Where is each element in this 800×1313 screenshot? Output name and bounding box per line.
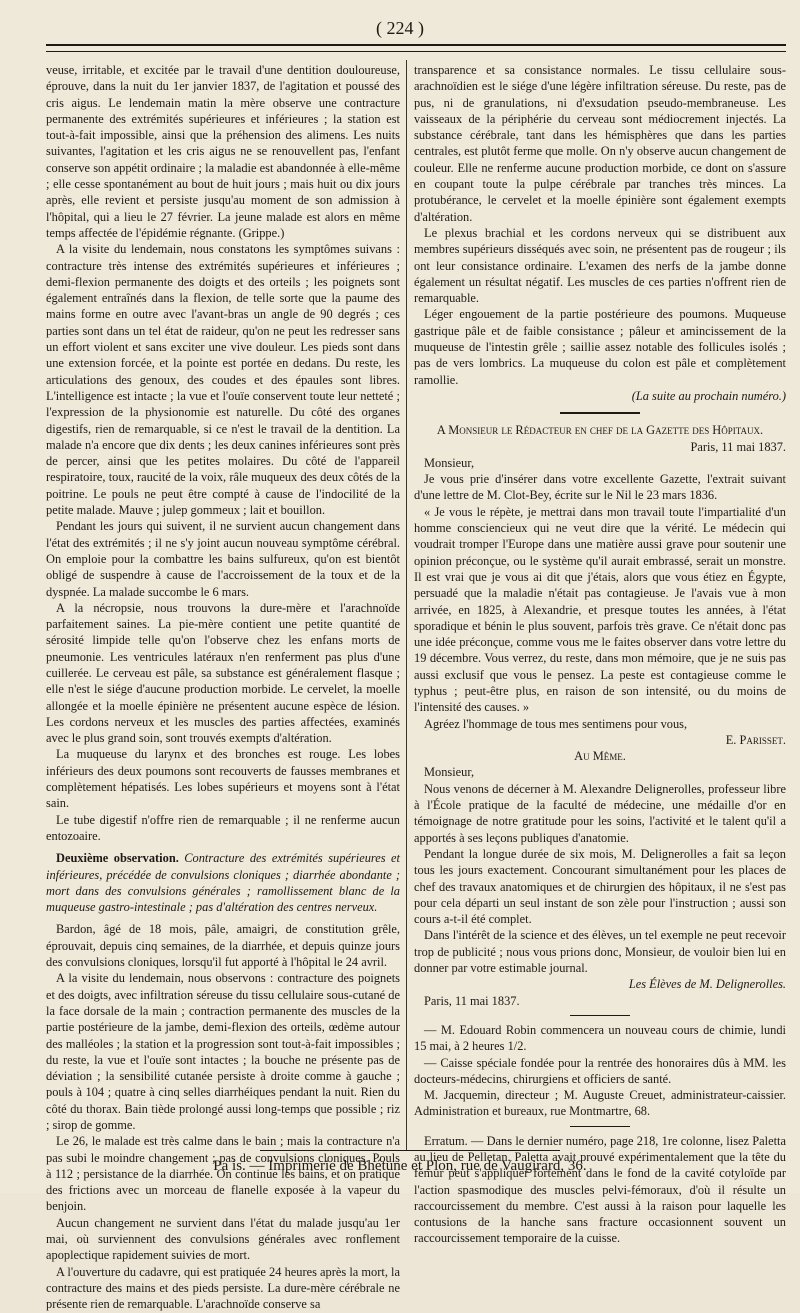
- left-paragraph: A la visite du lendemain, nous constatons les symptômes suivans : contracture très intense des extrémités supérieures et inférieures ; demi-flexion permanente des doigts et des orteils ; les poignets sont également entraînés dans la flexion, de telle sorte que la paume des mains forme en outre avec l'avant-bras un angle de 90 degrés ; ces parties sont dans un tel état de raideur, qu'on ne peut les redresser sans un effort violent et sans exciter une vive douleur. Les pieds sont dans une extension forcée, et la pointe est portée en dedans. Du reste, les articulations des genoux, des coudes et des épaules sont libres. L'intelligence est intacte ; la vue et l'ouïe conservent toute leur netteté ; l'expression de la physionomie est naturelle. Du côté des organes digestifs, rien de remarquable, si ce n'est le travail de la dentition. La malade n'a encore que dix dents ; les deux canines inférieures sont près de percer, ainsi que les petites molaires. Du côté de l'appareil respiratoire, toux, raucité de la voix, râle muqueux des deux côtés de la poitrine. Le pouls ne peut être compté à cause de l'indocilité de la petite malade. Mauve ; julep gommeux ; lait et bouillon.: [46, 242, 400, 518]
- letter-date: Paris, 11 mai 1837.: [690, 439, 786, 454]
- right-paragraph: Le plexus brachial et les cordons nerveux qui se distribuent aux membres supérieurs disséqués avec soin, ne présentent pas de rougeur ; ils ont leur consistance ordinaire. L'examen des nerfs de la jambe donne également un résultat négatif. Les muscles de ces parties n'offrent rien de remarquable.: [414, 225, 786, 306]
- meme-paragraph: Dans l'intérêt de la science et des élèves, un tel exemple ne peut recevoir trop de publicité ; nous vous prions donc, Monsieur, de vouloir bien lui en donner par votre estimable journal.: [414, 928, 786, 976]
- meme-date: Paris, 11 mai 1837.: [424, 993, 520, 1008]
- observation-subtitle: Contracture des extrémités supérieures et inférieures, précédée de convulsions cloniques ; diarrhée abondante ; mort dans des convulsions générales ; ramollissement blanc de la muqueuse gastro-intestinale ; pas d'altération des centres nerveux.: [46, 851, 400, 915]
- left-paragraph: Le tube digestif n'offre rien de remarquable ; il ne renferme aucun entozoaire.: [46, 812, 400, 843]
- left-paragraph: Le 26, le malade est très calme dans le bain ; mais la contracture n'a pas subi le moindre changement ; pas de convulsions cloniques. Pouls à 112 ; persistance de la diarrhée. On continue les bains, et on pratique des frictions avec un morceau de flanelle exposée à la vapeur du benjoin.: [46, 1134, 400, 1214]
- imprint-footer: Pa is. — Imprimerie de Bhétune et Plon, rue de Vaugirard, 36.: [213, 1158, 587, 1174]
- top-rule: [46, 44, 786, 52]
- left-paragraph: A la nécropsie, nous trouvons la dure-mère et l'arachnoïde parfaitement saines. La pie-mère contient une petite quantité de sérosité limpide telle qu'on l'observe chez les enfans morts de pneumonie. Les ventricules latéraux n'en renferment pas plus d'une cuillerée. Le cerveau est pâle, sa substance est généralement flasque ; elle n'est le siége d'aucune production morbide. Le cervelet, la moelle allongée et la moelle épinière ne présentent aucune espèce de lésion. Les cordons nerveux et les muscles des parties affectées, examinés avec le plus grand soin, sont trouvés exempts d'altération.: [46, 600, 400, 746]
- bottom-rule: [260, 1150, 560, 1151]
- erratum: Erratum. — Dans le dernier numéro, page 218, 1re colonne, lisez Paletta au lieu de Pelletan. Paletta avait prouvé expérimentalement que la tête du fémur peut s'appliquer fortement dans le fond de la cavité cotyloïde par l'action spasmodique des muscles pelvi-fémoraux, d'où il résulte un raccourcissement du membre. C'est aussi à la raison pour laquelle les contusions de la hanche sans fracture occasionnent souvent un raccourcissement temporaire de la cuisse.: [414, 1133, 786, 1246]
- letter-paragraph: Je vous prie d'insérer dans votre excellente Gazette, l'extrait suivant d'une lettre de M. Clot-Bey, écrite sur le Nil le 23 mars 1836.: [414, 472, 786, 503]
- letter-header: A Monsieur le Rédacteur en chef de la Gazette des Hôpitaux.: [436, 423, 764, 438]
- left-paragraph: La muqueuse du larynx et des bronches est rouge. Les lobes inférieurs des deux poumons sont recouverts de fausses membranes et complètement hépatisés. Les lobes supérieurs et moyens sont à l'état sain.: [46, 747, 400, 811]
- right-column: [414, 62, 786, 1246]
- letter-paragraph: « Je vous le répète, je mettrai dans mon travail toute l'impartialité d'un homme consciencieux qui ne veut dire que la vérité. Le médecin qui voudrait tromper l'Europe dans une matière aussi grave pour soutenir une opinion préconçue, ou le système qu'il aurait embrassé, serait un monstre. Il est vrai que je vous ai dit que j'étais, alors que vous étiez en Égypte, persuadé que la maladie n'était pas contagieuse. Je l'avais vue à mon arrivée, en 1825, à Alexandrie, et presque toutes les années, à l'état sporadique et bénin le plus souvent, parfois très grave. Ce n'était donc pas une idée préconçue, comme vous me le faites observer dans votre lettre du 19 décembre. Vous verrez, du reste, dans mon mémoire, que je ne suis pas aussi exclusif que vous le pensez. La peste est contagieuse comme le typhus ; peut-être plus, en raison de son intensité, ou du moins de l'intensité des causes. »: [414, 504, 786, 715]
- left-paragraph: A la visite du lendemain, nous observons : contracture des poignets et des doigts, avec infiltration séreuse du tissu cellulaire sous-cutané de la face dorsale de la main ; contraction permanente des muscles de la partie postérieure de la jambe, demi-flexion des orteils, œdème autour des malléoles ; la station et la progression sont tout-à-fait impossibles ; du reste, la vue et l'ouïe sont intactes ; la bouche ne présente pas de déviation ; la sensibilité cutanée persiste à droite comme à gauche ; pouls à 104 ; quatre à cinq selles diarrhéiques pendant la nuit. Rien du côté du thorax. Bain tiède prolongé aussi long-temps que possible ; riz ; sirop de gomme.: [46, 971, 400, 1132]
- meme-paragraph: Nous venons de décerner à M. Alexandre Delignerolles, professeur libre à l'École pratique de la faculté de médecine, une médaille d'or en témoignage de notre gratitude pour les soins, l'activité et le talent qu'il a apportés à ses leçons publiques d'anatomie.: [414, 781, 786, 845]
- au-meme-heading: Au Même.: [574, 749, 626, 764]
- notice: — Caisse spéciale fondée pour la rentrée des honoraires dûs à MM. les docteurs-médecins, chirurgiens et officiers de santé.: [414, 1055, 786, 1086]
- right-paragraph: transparence et sa consistance normales. Le tissu cellulaire sous-arachnoïdien est le siége d'une légère infiltration séreuse. Du reste, pas de pus, ni de granulations, ni d'exsudation pseudo-membraneuse. Les vaisseaux de la périphérie du cerveau sont médiocrement injectés. La substance cérébrale, tant dans les hémisphères que dans les parties centrales, est plutôt ferme que molle. On n'y observe aucun changement de couleur. Elle ne renferme aucune production morbide, ce dont on s'assure en coupant toute la pulpe cérébrale par tranches très minces. La protubérance, le cervelet et la moelle épinière sont également exempts d'altération.: [414, 63, 786, 224]
- meme-salutation: Monsieur,: [424, 765, 475, 780]
- column-divider: [406, 60, 407, 1150]
- meme-paragraph: Pendant la longue durée de six mois, M. Delignerolles a fait sa leçon tous les jours exactement. Concourant simultanément pour les places de chef des travaux anatomiques et de chirurgien des hôpitaux, il ne s'est pas pour cela départi un seul instant de son zèle pour l'instruction ; aussi son cours a-t-il été complet.: [414, 846, 786, 927]
- section-rule: [570, 1015, 630, 1016]
- notice: M. Jacquemin, directeur ; M. Auguste Creuet, administrateur-caissier. Administration et bureaux, rue Montmartre, 68.: [414, 1088, 786, 1119]
- letter-signature: E. Parisset.: [725, 732, 786, 747]
- section-rule: [570, 1126, 630, 1127]
- left-paragraph: Pendant les jours qui suivent, il ne survient aucun changement dans l'état des extrémités ; il ne s'y joint aucun nouveau symptôme cérébral. On emploie pour la combattre les bains sulfureux, qu'on est bientôt obligé de suspendre à cause de l'accroissement de la toux et de la dyspnée. La malade succombe le 6 mars.: [46, 519, 400, 599]
- suite-note: (La suite au prochain numéro.): [631, 388, 786, 403]
- right-paragraph: Léger engouement de la partie postérieure des poumons. Muqueuse gastrique pâle et de faible consistance ; pâleur et amincissement de la muqueuse de l'intestin grêle ; saillie assez notable des follicules isolés ; pas de vers lombrics. La muqueuse du colon est pâle et complètement ramollie.: [414, 307, 786, 387]
- observation-heading: [46, 850, 400, 915]
- notice: — M. Edouard Robin commencera un nouveau cours de chimie, lundi 15 mai, à 2 heures 1/2.: [414, 1022, 786, 1054]
- page-number: ( 224 ): [376, 18, 424, 38]
- left-paragraph: veuse, irritable, et excitée par le travail d'une dentition douloureuse, éprouve, dans la nuit du 1er janvier 1837, de l'agitation et poussé des cris aigus. Le lendemain matin la mère observe une contracture permanente des extrémités supérieures et inférieures ; la station est tout-à-fait impossible, ainsi que la préhension des alimens. Les nuits suivantes, l'agitation et les cris aigus ne se renouvellent pas, l'enfant conserve son appétit ordinaire ; la maladie est abandonnée à elle-même ; elle cesse spontanément au bout de huit jours ; mais huit ou dix jours après, elle revient et persiste jusqu'au moment de son admission à l'hôpital, qui a lieu le 27 février. La jeune malade est alors en même temps affectée de l'épidémie régnante. (Grippe.): [46, 63, 400, 240]
- left-paragraph: Aucun changement ne survient dans l'état du malade jusqu'au 1er mai, où surviennent des convulsions générales avec ronflement apoplectique rapidement suivies de mort.: [46, 1215, 400, 1263]
- observation-title: Deuxième observation.: [56, 851, 179, 866]
- left-paragraph: Bardon, âgé de 18 mois, pâle, amaigri, de constitution grêle, éprouvait, depuis cinq semaines, de la diarrhée, et depuis quinze jours des convulsions cloniques, lorsqu'il fut apporté à l'hôpital le 24 avril.: [46, 922, 400, 970]
- letter-paragraph: Agréez l'hommage de tous mes sentimens pour vous,: [424, 716, 688, 731]
- left-paragraph: A l'ouverture du cadavre, qui est pratiquée 24 heures après la mort, la contracture des mains et des pieds persiste. La dure-mère cérébrale ne présente rien de remarquable. L'arachnoïde conserve sa: [46, 1264, 400, 1312]
- letter-salutation: Monsieur,: [424, 455, 475, 470]
- section-rule: [560, 412, 640, 414]
- meme-signature: Les Élèves de M. Delignerolles.: [628, 977, 786, 992]
